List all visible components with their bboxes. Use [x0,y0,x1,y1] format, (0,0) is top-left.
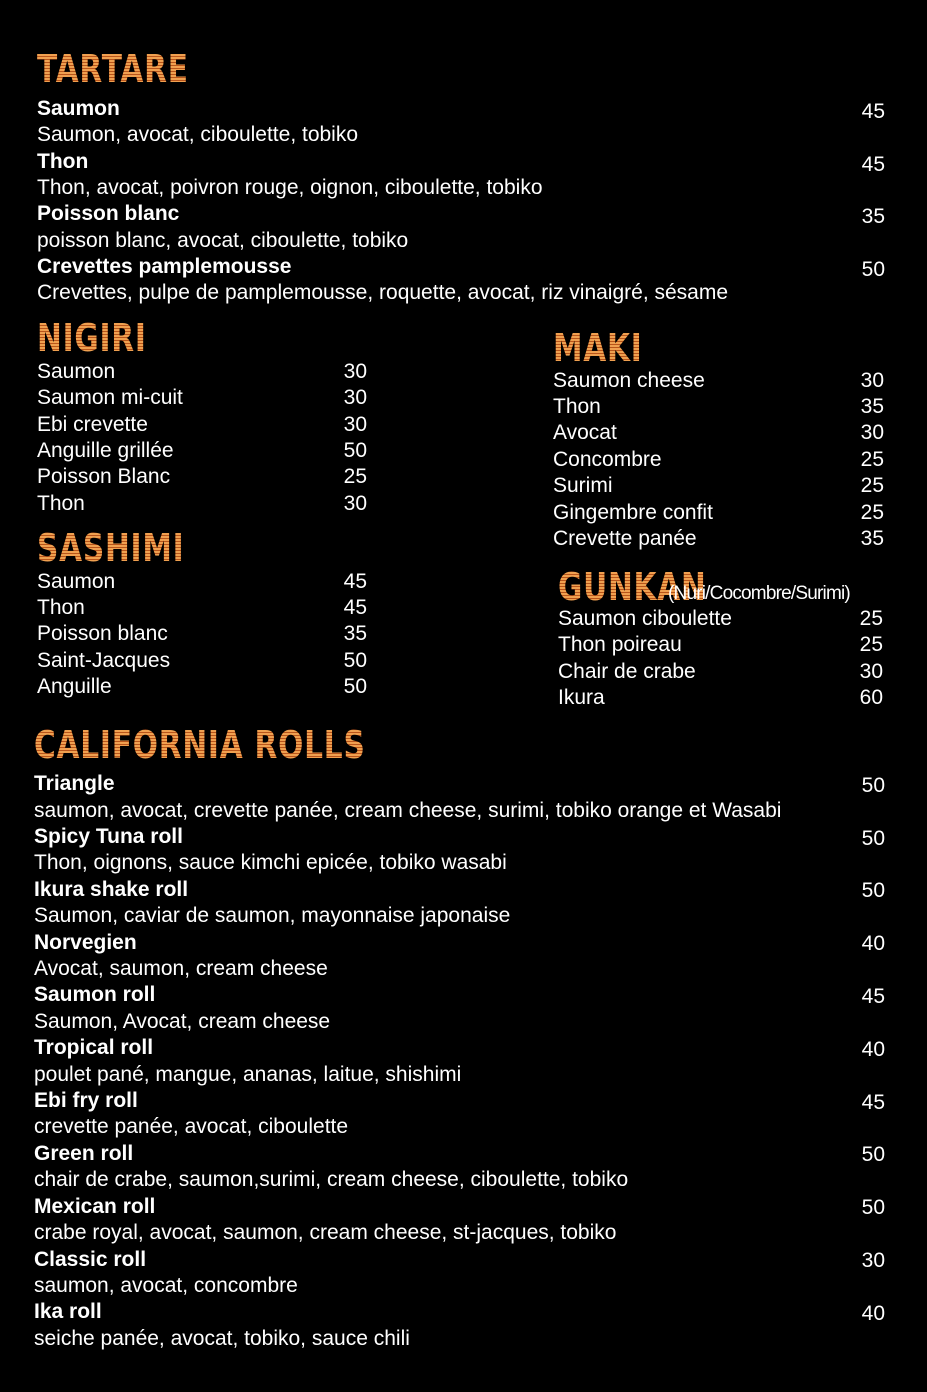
california-item-price: 50 [861,774,885,797]
california-item-price: 40 [861,1302,885,1325]
gunkan-item-name: Thon poireau [558,633,682,656]
tartare-item-desc: Crevettes, pulpe de pamplemousse, roquette, avocat, riz vinaigré, sésame [37,281,729,304]
california-title: CALIFORNIA ROLLS [34,723,366,767]
maki-item-name: Concombre [553,448,662,471]
california-item-desc: poulet pané, mangue, ananas, laitue, shishimi [34,1063,462,1086]
maki-item-name: Gingembre confit [553,501,713,524]
california-item-name: Norvegien [34,931,137,954]
maki-item-price: 25 [860,474,884,497]
nigiri-item-name: Saumon [37,360,116,383]
tartare-item-name: Crevettes pamplemousse [37,255,292,278]
gunkan-item-price: 25 [859,607,883,630]
california-item-desc: crabe royal, avocat, saumon, cream cheese, st-jacques, tobiko [34,1221,617,1244]
california-item-name: Green roll [34,1142,134,1165]
california-item-desc: Avocat, saumon, cream cheese [34,957,328,980]
sashimi-item-price: 50 [343,649,367,672]
california-item-desc: Saumon, Avocat, cream cheese [34,1010,331,1033]
california-item-name: Mexican roll [34,1195,156,1218]
tartare-item-desc: poisson blanc, avocat, ciboulette, tobiko [37,229,409,252]
california-item-price: 40 [861,932,885,955]
california-item-name: Ika roll [34,1300,102,1323]
nigiri-item-name: Ebi crevette [37,413,148,436]
california-item-price: 30 [861,1249,885,1272]
tartare-item-price: 35 [861,205,885,228]
sashimi-item-name: Saumon [37,570,116,593]
nigiri-item-name: Thon [37,492,85,515]
california-item-desc: Thon, oignons, sauce kimchi epicée, tobiko wasabi [34,851,507,874]
gunkan-item-price: 60 [859,686,883,709]
sashimi-item-price: 45 [343,596,367,619]
gunkan-item-price: 30 [859,660,883,683]
tartare-item-name: Saumon [37,97,120,120]
tartare-item-name: Thon [37,150,89,173]
sashimi-item-price: 35 [343,622,367,645]
nigiri-item-name: Poisson Blanc [37,465,171,488]
nigiri-item-price: 25 [343,465,367,488]
gunkan-note: (Nuri/Cocombre/Surimi) [668,583,850,604]
sashimi-item-price: 50 [343,675,367,698]
california-item-price: 45 [861,1091,885,1114]
nigiri-item-name: Anguille grillée [37,439,174,462]
nigiri-title: NIGIRI [37,316,147,360]
california-item-desc: chair de crabe, saumon,surimi, cream cheese, ciboulette, tobiko [34,1168,629,1191]
california-item-desc: saumon, avocat, crevette panée, cream cheese, surimi, tobiko orange et Wasabi [34,799,782,822]
tartare-title: TARTARE [37,47,189,91]
nigiri-item-price: 30 [343,413,367,436]
tartare-item-desc: Thon, avocat, poivron rouge, oignon, ciboulette, tobiko [37,176,543,199]
nigiri-item-price: 30 [343,360,367,383]
california-item-desc: crevette panée, avocat, ciboulette [34,1115,349,1138]
maki-item-price: 25 [860,448,884,471]
california-item-name: Triangle [34,772,115,795]
sashimi-item-name: Poisson blanc [37,622,168,645]
tartare-item-price: 50 [861,258,885,281]
maki-item-price: 35 [860,395,884,418]
california-item-desc: Saumon, caviar de saumon, mayonnaise japonaise [34,904,511,927]
maki-item-price: 35 [860,527,884,550]
tartare-item-name: Poisson blanc [37,202,180,225]
maki-item-name: Crevette panée [553,527,697,550]
california-item-price: 50 [861,1196,885,1219]
california-item-price: 45 [861,985,885,1008]
tartare-item-desc: Saumon, avocat, ciboulette, tobiko [37,123,359,146]
nigiri-item-name: Saumon mi-cuit [37,386,183,409]
gunkan-item-name: Chair de crabe [558,660,696,683]
maki-item-price: 30 [860,421,884,444]
nigiri-item-price: 50 [343,439,367,462]
california-item-name: Spicy Tuna roll [34,825,183,848]
california-item-price: 50 [861,827,885,850]
maki-item-name: Surimi [553,474,613,497]
california-item-name: Saumon roll [34,983,156,1006]
california-item-name: Ebi fry roll [34,1089,138,1112]
sashimi-title: SASHIMI [37,526,185,570]
tartare-item-price: 45 [861,153,885,176]
tartare-item-price: 45 [861,100,885,123]
gunkan-item-price: 25 [859,633,883,656]
maki-item-name: Saumon cheese [553,369,705,392]
california-item-price: 50 [861,879,885,902]
maki-title: MAKI [553,326,643,370]
maki-item-price: 30 [860,369,884,392]
california-item-desc: saumon, avocat, concombre [34,1274,298,1297]
california-item-name: Tropical roll [34,1036,154,1059]
sashimi-item-name: Thon [37,596,85,619]
maki-item-price: 25 [860,501,884,524]
sashimi-item-name: Saint-Jacques [37,649,171,672]
california-item-desc: seiche panée, avocat, tobiko, sauce chili [34,1327,410,1350]
gunkan-title: GUNKAN [558,565,707,609]
california-item-name: Ikura shake roll [34,878,189,901]
california-item-name: Classic roll [34,1248,147,1271]
california-item-price: 40 [861,1038,885,1061]
nigiri-item-price: 30 [343,386,367,409]
sashimi-item-price: 45 [343,570,367,593]
gunkan-item-name: Saumon ciboulette [558,607,732,630]
nigiri-item-price: 30 [343,492,367,515]
maki-item-name: Thon [553,395,601,418]
sashimi-item-name: Anguille [37,675,112,698]
california-item-price: 50 [861,1143,885,1166]
maki-item-name: Avocat [553,421,617,444]
gunkan-item-name: Ikura [558,686,605,709]
